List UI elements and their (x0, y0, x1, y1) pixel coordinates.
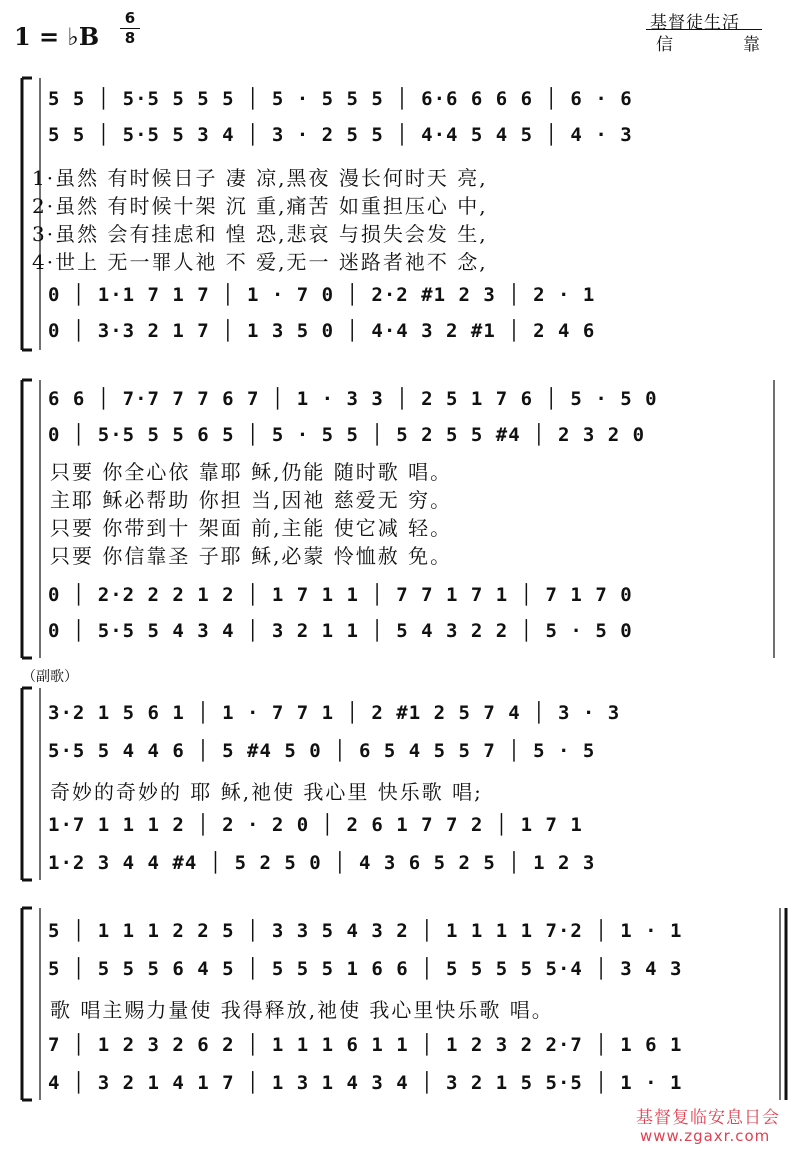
system3-staff4: 1·2 3 4 4 #4 │ 5 2 5 0 │ 4 3 6 5 2 5 │ 1 2 3 (48, 852, 596, 874)
key-signature: 1 = ♭B (14, 22, 100, 51)
watermark-url: www.zgaxr.com (640, 1127, 771, 1145)
system2-lyric-1: 只要 你全心依 靠耶 稣,仍能 随时歌 唱。 (50, 460, 453, 484)
system1-staff3: 0 │ 1·1 7 1 7 │ 1 · 7 0 │ 2·2 #1 2 3 │ 2 · 1 (48, 284, 596, 306)
system1-lyric-4: 4·世上 无一罪人祂 不 爱,无一 迷路者祂不 念, (32, 250, 488, 274)
system2-staff4: 0 │ 5·5 5 4 3 4 │ 3 2 1 1 │ 5 4 3 2 2 │ 5 · 5 0 (48, 620, 633, 642)
system3-staff3: 1·7 1 1 1 2 │ 2 · 2 0 │ 2 6 1 7 7 2 │ 1 7 1 (48, 814, 583, 836)
system4-staff1: 5 │ 1 1 1 2 2 5 │ 3 3 5 4 3 2 │ 1 1 1 1 7·2 │ 1 · 1 (48, 920, 683, 942)
system3-lyric: 奇妙的奇妙的 耶 稣,祂使 我心里 快乐歌 唱; (50, 780, 483, 804)
system3-staff2: 5·5 5 4 4 6 │ 5 #4 5 0 │ 6 5 4 5 5 7 │ 5 · 5 (48, 740, 596, 762)
meter-top: 6 (124, 9, 136, 27)
system1-staff2: 5 5 │ 5·5 5 3 4 │ 3 · 2 5 5 │ 4·4 5 4 5 │ 4 · 3 (48, 124, 633, 146)
system2-lyric-3: 只要 你带到十 架面 前,主能 使它减 轻。 (50, 516, 453, 540)
system3-staff1: 3·2 1 5 6 1 │ 1 · 7 7 1 │ 2 #1 2 5 7 4 │ 3 · 3 (48, 702, 621, 724)
system2-staff1: 6 6 │ 7·7 7 7 6 7 │ 1 · 3 3 │ 2 5 1 7 6 │ 5 · 5 0 (48, 388, 658, 410)
system1-lyric-2: 2·虽然 有时候十架 沉 重,痛苦 如重担压心 中, (32, 194, 488, 218)
watermark-site-name: 基督复临安息日会 (636, 1108, 780, 1128)
system2-staff2: 0 │ 5·5 5 5 6 5 │ 5 · 5 5 │ 5 2 5 5 #4 │ 2 3 2 0 (48, 424, 646, 446)
system4-lyric: 歌 唱主赐力量使 我得释放,祂使 我心里快乐歌 唱。 (50, 998, 554, 1022)
system4-staff4: 4 │ 3 2 1 4 1 7 │ 1 3 1 4 3 4 │ 3 2 1 5 5·5 │ 1 · 1 (48, 1072, 683, 1094)
system4-staff3: 7 │ 1 2 3 2 6 2 │ 1 1 1 6 1 1 │ 1 2 3 2 2·7 │ 1 6 1 (48, 1034, 683, 1056)
title-char-2: 靠 (743, 35, 760, 55)
system1-lyric-3: 3·虽然 会有挂虑和 惶 恐,悲哀 与损失会发 生, (32, 222, 488, 246)
chorus-label: （副歌） (22, 669, 78, 685)
system4-staff2: 5 │ 5 5 5 6 4 5 │ 5 5 5 1 6 6 │ 5 5 5 5 5·4 │ 3 4 3 (48, 958, 683, 980)
system1-staff4: 0 │ 3·3 2 1 7 │ 1 3 5 0 │ 4·4 3 2 #1 │ 2 4 6 (48, 320, 596, 342)
system1-lyric-1: 1·虽然 有时候日子 凄 凉,黑夜 漫长何时天 亮, (32, 166, 488, 190)
system2-staff3: 0 │ 2·2 2 2 1 2 │ 1 7 1 1 │ 7 7 1 7 1 │ 7 1 7 0 (48, 584, 633, 606)
source-label: 基督徒生活 (650, 13, 740, 33)
system2-lyric-4: 只要 你信靠圣 子耶 稣,必蒙 怜恤赦 免。 (50, 544, 453, 568)
system1-staff1: 5 5 │ 5·5 5 5 5 │ 5 · 5 5 5 │ 6·6 6 6 6 │ 6 · 6 (48, 88, 633, 110)
system2-lyric-2: 主耶 稣必帮助 你担 当,因祂 慈爱无 穷。 (50, 488, 453, 512)
title-char-1: 信 (656, 35, 673, 55)
meter-bottom: 8 (124, 29, 136, 47)
